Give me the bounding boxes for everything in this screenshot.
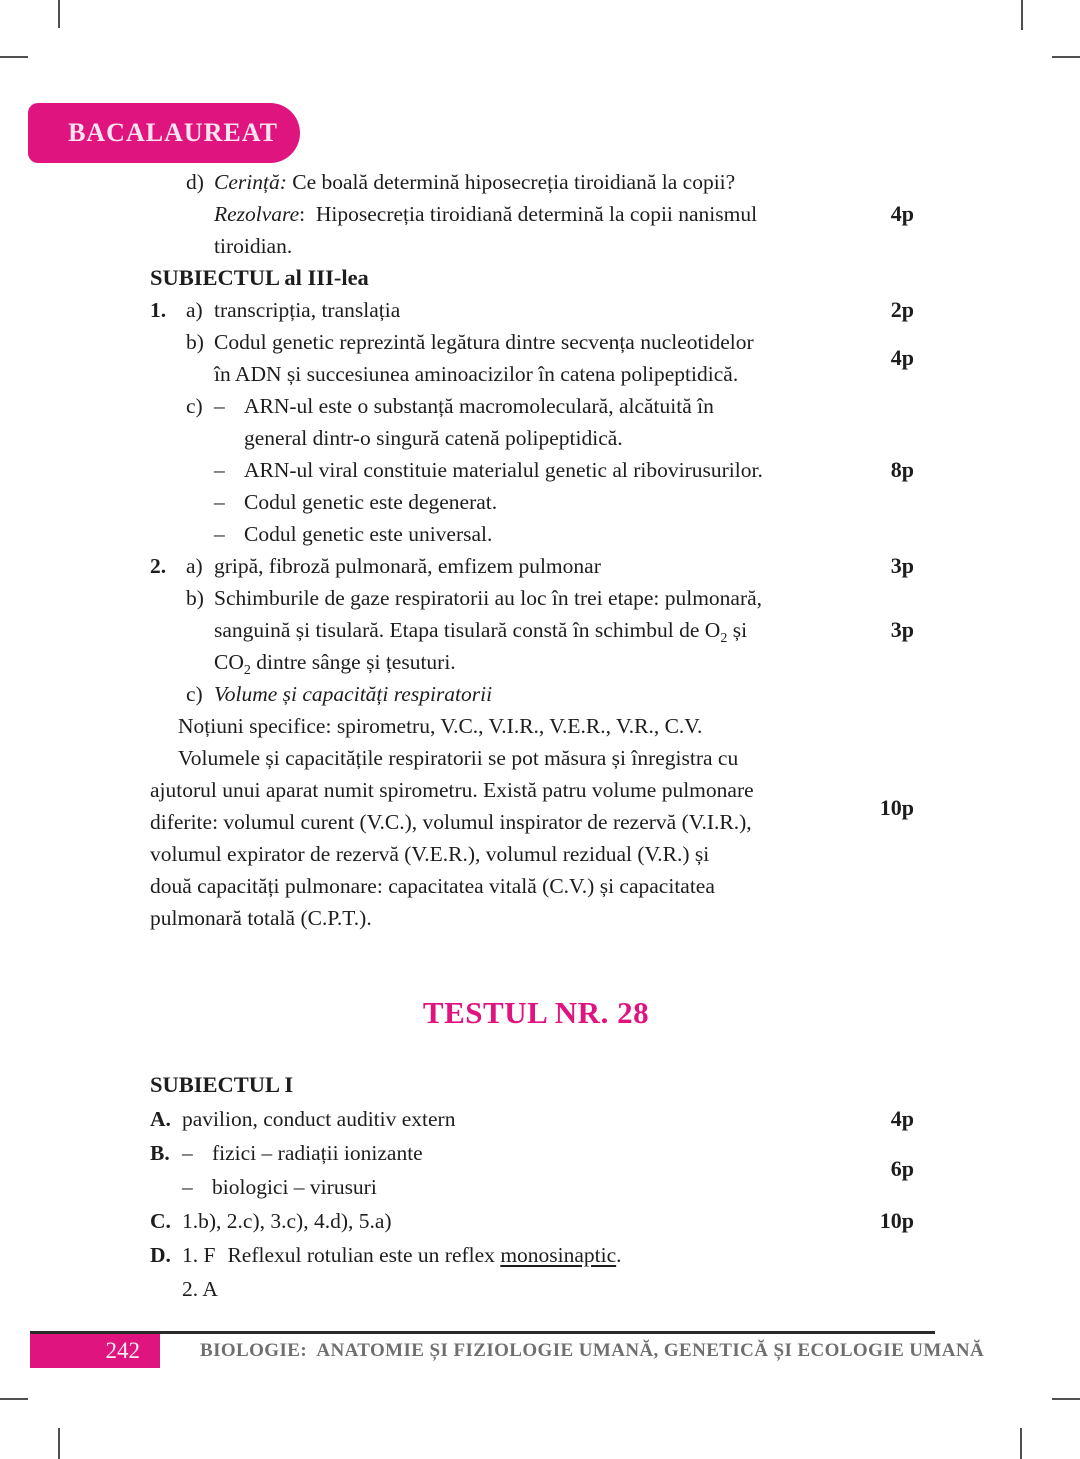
line-text: pavilion, conduct auditiv extern <box>182 1107 456 1131</box>
item-letter: C. <box>150 1209 171 1233</box>
exercise-line <box>150 870 922 902</box>
line-text: Ce boală determină hiposecreția tiroidiană la copii? <box>286 170 736 194</box>
sub-item-prefix: 1. F <box>182 1243 216 1267</box>
underlined-word: monosinaptic <box>500 1243 617 1267</box>
crop-mark-bottom-right-vertical <box>1020 1428 1022 1459</box>
item-marker: c) <box>186 394 203 418</box>
bacalaureat-badge: BACALAUREAT <box>28 103 300 163</box>
line-text: Reflexul rotulian este un reflex <box>227 1243 501 1267</box>
dash-bullet: – <box>214 490 225 514</box>
exercise-line <box>150 1170 922 1204</box>
exercise-line <box>150 518 922 550</box>
item-marker: a) <box>186 298 203 322</box>
dash-bullet: – <box>182 1141 193 1165</box>
line-text: CO <box>214 650 244 674</box>
line-text: Codul genetic reprezintă legătura dintre secvența nucleotidelor <box>214 330 754 354</box>
item-marker: d) <box>186 170 204 194</box>
line-text: diferite: volumul curent (V.C.), volumul inspirator de rezervă (V.I.R.), <box>150 810 752 834</box>
crop-mark-bottom-right-horizontal <box>1052 1398 1080 1400</box>
exercise-line <box>150 1204 922 1238</box>
points-label: 8p <box>890 457 914 482</box>
item-letter: A. <box>150 1107 171 1131</box>
line-text: în ADN și succesiunea aminoacizilor în catena polipeptidică. <box>214 362 739 386</box>
exercise-line <box>150 902 922 934</box>
exercise-line <box>150 1136 922 1181</box>
line-text: general dintr-o singură catenă polipeptidică. <box>244 426 623 450</box>
line-text: pulmonară totală (C.P.T.). <box>150 906 372 930</box>
dash-bullet: – <box>214 458 225 482</box>
line-text: 1.b), 2.c), 3.c), 4.d), 5.a) <box>182 1209 392 1233</box>
exercise-line <box>150 454 922 486</box>
exercise-line <box>150 582 922 614</box>
item-marker: b) <box>186 586 204 610</box>
line-text: biologici – virusuri <box>212 1175 377 1199</box>
line-text: 2. A <box>182 1277 218 1301</box>
exercise-line <box>150 294 922 326</box>
exercise-line <box>150 486 922 518</box>
exercise-line <box>150 166 922 198</box>
subscript: 2 <box>720 631 728 646</box>
exercise-line <box>150 614 922 646</box>
points-label: 6p <box>890 1156 914 1181</box>
points-label: 10p <box>879 1208 914 1233</box>
line-text-italic: Volume și capacități respiratorii <box>214 682 493 706</box>
line-text: ARN-ul este o substanță macromoleculară, alcătuită în <box>244 394 714 418</box>
line-text: ARN-ul viral constituie materialul genetic al ribovirusurilor. <box>244 458 763 482</box>
line-text: Codul genetic este degenerat. <box>244 490 498 514</box>
cerinta-label: Cerință: <box>214 170 287 194</box>
page-number: 242 <box>30 1334 160 1368</box>
exercise-line <box>150 806 922 838</box>
exercise-line <box>150 774 922 820</box>
points-label: 4p <box>890 201 914 226</box>
exercise-line <box>150 198 922 230</box>
line-text: transcripția, translația <box>214 298 401 322</box>
line-text: Codul genetic este universal. <box>244 522 493 546</box>
item-letter: D. <box>150 1243 171 1267</box>
exercise-line <box>150 1238 922 1272</box>
exercise-line <box>150 742 922 774</box>
footer-running-title: BIOLOGIE: ANATOMIE ȘI FIZIOLOGIE UMANĂ, GENETICĂ ȘI ECOLOGIE UMANĂ <box>200 1340 985 1361</box>
dash-bullet: – <box>214 522 225 546</box>
exercise-line <box>150 422 922 454</box>
item-marker: b) <box>186 330 204 354</box>
line-text: ajutorul unui aparat numit spirometru. Există patru volume pulmonare <box>150 778 754 802</box>
exercise-line <box>150 550 922 582</box>
points-label: 10p <box>879 795 914 820</box>
item-number: 2. <box>150 554 167 578</box>
exercise-line <box>150 230 922 262</box>
rezolvare-label: Rezolvare <box>214 202 300 226</box>
line-text: Schimburile de gaze respiratorii au loc în trei etape: pulmonară, <box>214 586 763 610</box>
item-marker: c) <box>186 682 203 706</box>
exercise-line <box>150 678 922 710</box>
line-text: dintre sânge și țesuturi. <box>250 650 456 674</box>
line-text: fizici – radiații ionizante <box>212 1141 423 1165</box>
crop-mark-top-left-horizontal <box>0 56 28 58</box>
dash-bullet: – <box>214 394 225 418</box>
points-label: 3p <box>890 553 914 578</box>
crop-mark-bottom-left-horizontal <box>0 1398 28 1400</box>
line-text: și <box>727 618 748 642</box>
line-text: tiroidian. <box>214 234 293 258</box>
section-heading-subiectul-1: SUBIECTUL I <box>150 1072 294 1097</box>
subscript: 2 <box>243 663 251 678</box>
line-text: Noțiuni specifice: spirometru, V.C., V.I.R., V.E.R., V.R., C.V. <box>178 714 703 738</box>
line-text: : Hiposecreția tiroidiană determină la copii nanismul <box>299 202 758 226</box>
line-text: gripă, fibroză pulmonară, emfizem pulmonar <box>214 554 601 578</box>
points-label: 4p <box>890 1106 914 1131</box>
item-letter: B. <box>150 1141 170 1165</box>
line-text: două capacități pulmonare: capacitatea vitală (C.V.) și capacitatea <box>150 874 715 898</box>
exercise-line <box>150 646 922 678</box>
crop-mark-top-left-vertical <box>58 0 60 28</box>
section-heading-subiectul-3: SUBIECTUL al III-lea <box>150 265 369 290</box>
dash-bullet: – <box>182 1175 193 1199</box>
exercise-line <box>150 710 922 742</box>
line-text: . <box>616 1243 622 1267</box>
line-text: volumul expirator de rezervă (V.E.R.), volumul rezidual (V.R.) și <box>150 842 710 866</box>
exercise-line <box>150 838 922 870</box>
line-text: Volumele și capacitățile respiratorii se pot măsura și înregistra cu <box>178 746 739 770</box>
item-number: 1. <box>150 298 167 322</box>
points-label: 3p <box>890 617 914 642</box>
page-content <box>150 166 922 1306</box>
item-marker: a) <box>186 554 203 578</box>
exercise-line <box>150 1102 922 1136</box>
exercise-line <box>150 358 922 390</box>
points-label: 2p <box>890 297 914 322</box>
crop-mark-top-right-horizontal <box>1052 56 1080 58</box>
exercise-line <box>150 1272 922 1306</box>
test-title: TESTUL NR. 28 <box>422 995 650 1030</box>
crop-mark-top-right-vertical <box>1021 0 1023 30</box>
exercise-line <box>150 390 922 422</box>
exercise-line <box>150 326 922 370</box>
points-label: 4p <box>890 345 914 370</box>
line-text: sanguină și tisulară. Etapa tisulară constă în schimbul de O <box>214 618 721 642</box>
crop-mark-bottom-left-vertical <box>58 1428 60 1459</box>
